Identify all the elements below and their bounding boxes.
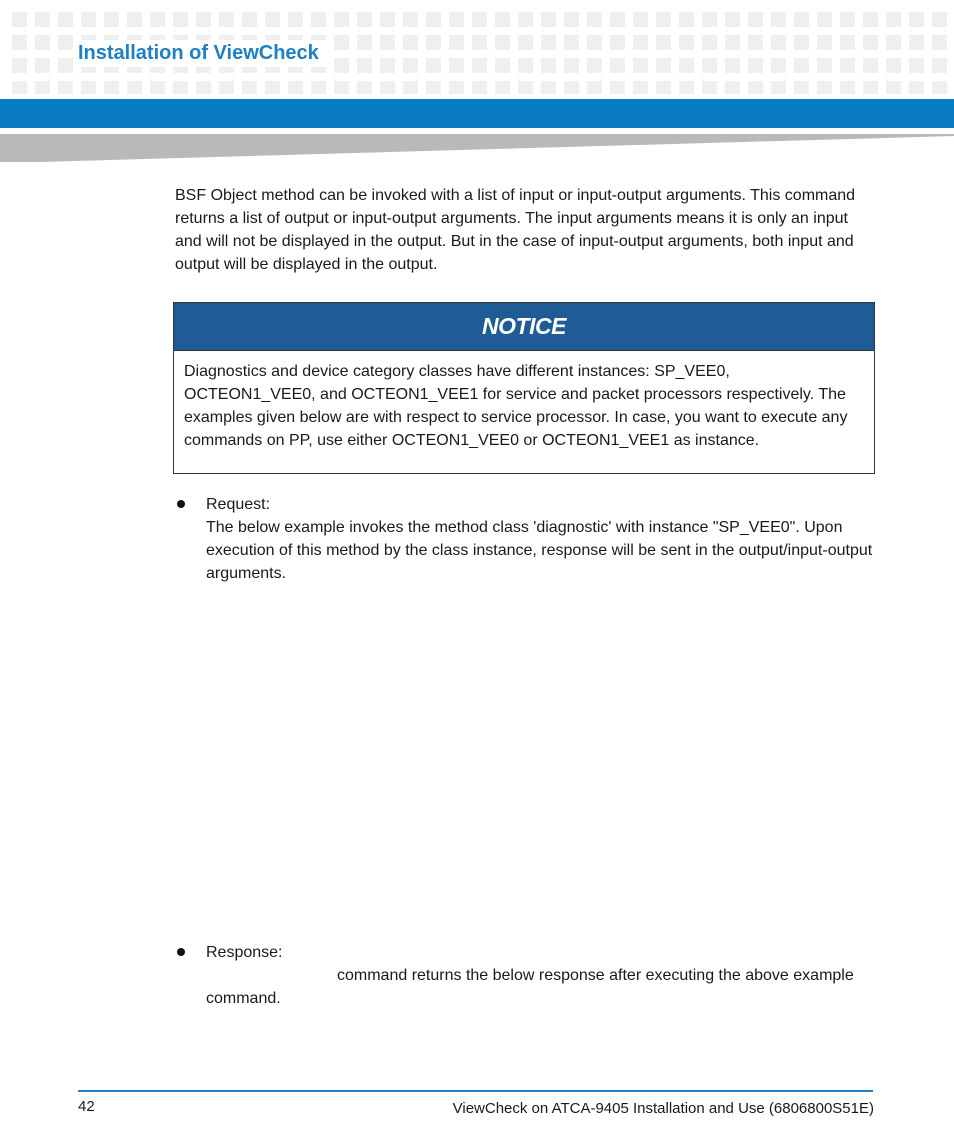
footer-rule [78, 1090, 873, 1092]
notice-text: Diagnostics and device category classes have different instances: SP_VEE0, OCTEON1_VEE0, and OCTEON1_VEE1 for service and packet processors respectively. The examples given below are with respect to service processor. In case, you want to execute any commands on PP, use either OCTEON1_VEE0 or OCTEON1_VEE1 as instance. [184, 363, 848, 449]
notice-header [174, 303, 874, 351]
header-blue-bar [0, 99, 954, 128]
intro-paragraph: BSF Object method can be invoked with a list of input or input-output arguments. This command returns a list of output or input-output arguments. The input arguments means it is only an input and will not be displayed in the output. But in the case of input-output arguments, both input and output will be displayed in the output. [175, 187, 856, 273]
section-title: Installation of ViewCheck [78, 40, 327, 67]
list-item-response [175, 941, 875, 1021]
footer-document-title: ViewCheck on ATCA-9405 Installation and Use (6806800S51E) [452, 1100, 874, 1117]
bullet-icon [177, 500, 185, 508]
notice-label: NOTICE [482, 313, 566, 339]
header-grey-wedge [0, 128, 954, 164]
bullet-label: Request: [206, 496, 271, 513]
notice-box [173, 302, 875, 474]
bullet-label: Response: [206, 944, 283, 961]
bullet-icon [177, 948, 185, 956]
bullet-text: command returns the below response after executing the above example command. [206, 967, 854, 1007]
bullet-text: The below example invokes the method class 'diagnostic' with instance "SP_VEE0". Upon execution of this method by the class instance, response will be sent in the output/input-output arguments. [206, 519, 873, 582]
list-item-request [175, 493, 875, 593]
page-number: 42 [78, 1098, 95, 1115]
